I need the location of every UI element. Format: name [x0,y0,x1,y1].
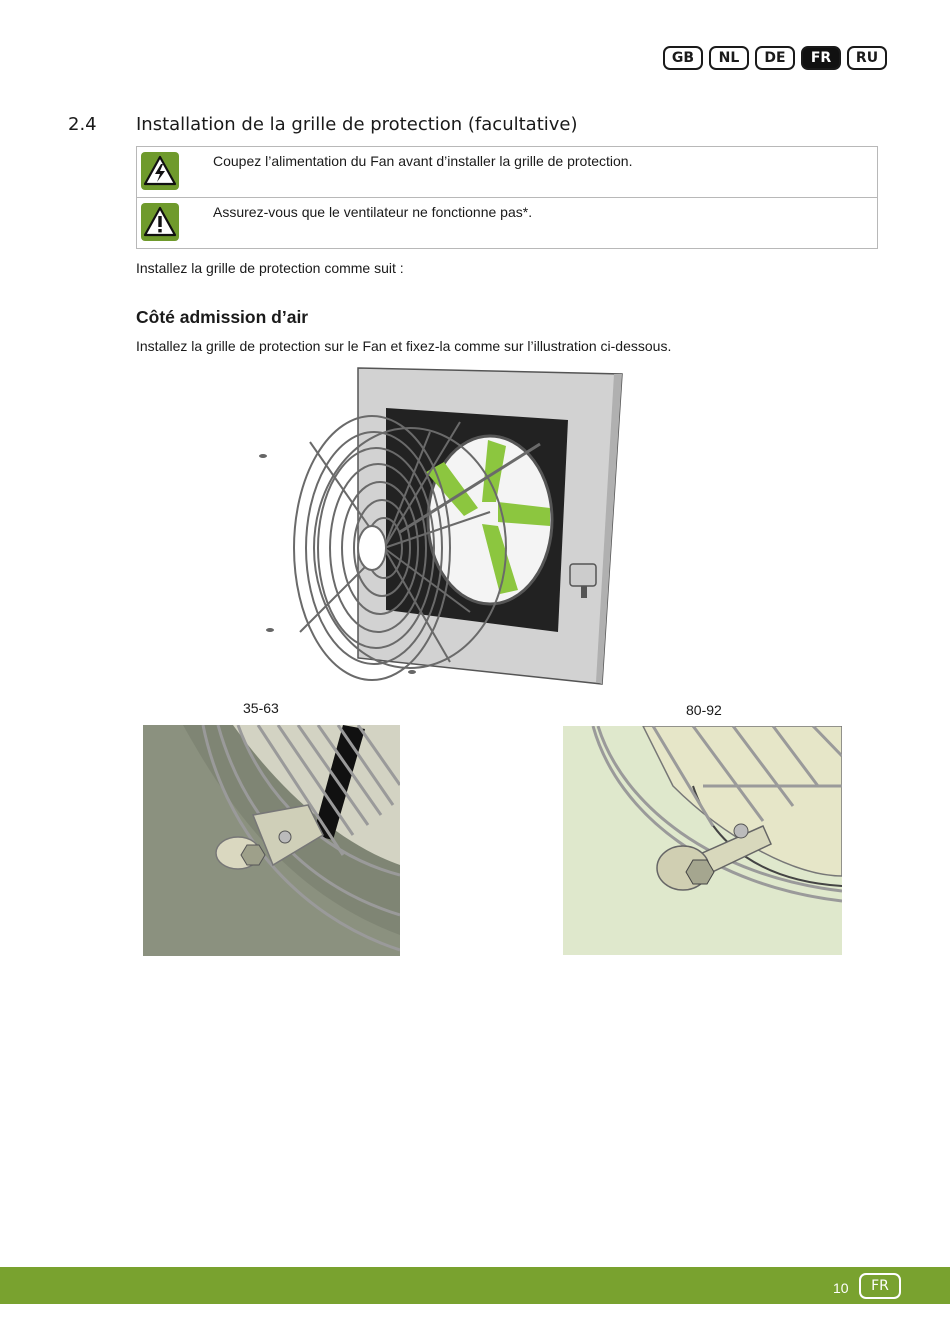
detail-image-35-63 [143,725,400,956]
detail-image-80-92 [563,726,842,955]
section-title: Installation de la grille de protection (facultative) [136,114,578,135]
detail-label: 80-92 [686,702,722,718]
warning-table [136,146,878,249]
fan-grille-illustration [250,362,640,692]
lang-tab-de[interactable]: DE [755,46,795,70]
intro-text: Installez la grille de protection comme suit : [136,260,404,276]
warning-text: Assurez-vous que le ventilateur ne fonctionne pas*. [213,204,533,220]
footer-bar [0,1267,950,1304]
detail-label: 35-63 [243,700,279,716]
lang-tab-gb[interactable]: GB [663,46,703,70]
lang-tab-ru[interactable]: RU [847,46,887,70]
warning-row [137,147,877,198]
electrical-hazard-icon [141,152,179,190]
lang-tab-fr[interactable]: FR [801,46,841,70]
subsection-heading: Côté admission d’air [136,307,309,327]
warning-text: Coupez l’alimentation du Fan avant d’installer la grille de protection. [213,153,633,169]
page-number: 10 [833,1280,849,1296]
warning-row [137,198,877,248]
language-tabs [663,46,887,70]
subsection-body: Installez la grille de protection sur le Fan et fixez-la comme sur l’illustration ci-dessous. [136,338,672,354]
footer-language-badge: FR [859,1273,901,1299]
section-number: 2.4 [68,114,97,135]
general-warning-icon [141,203,179,241]
lang-tab-nl[interactable]: NL [709,46,749,70]
